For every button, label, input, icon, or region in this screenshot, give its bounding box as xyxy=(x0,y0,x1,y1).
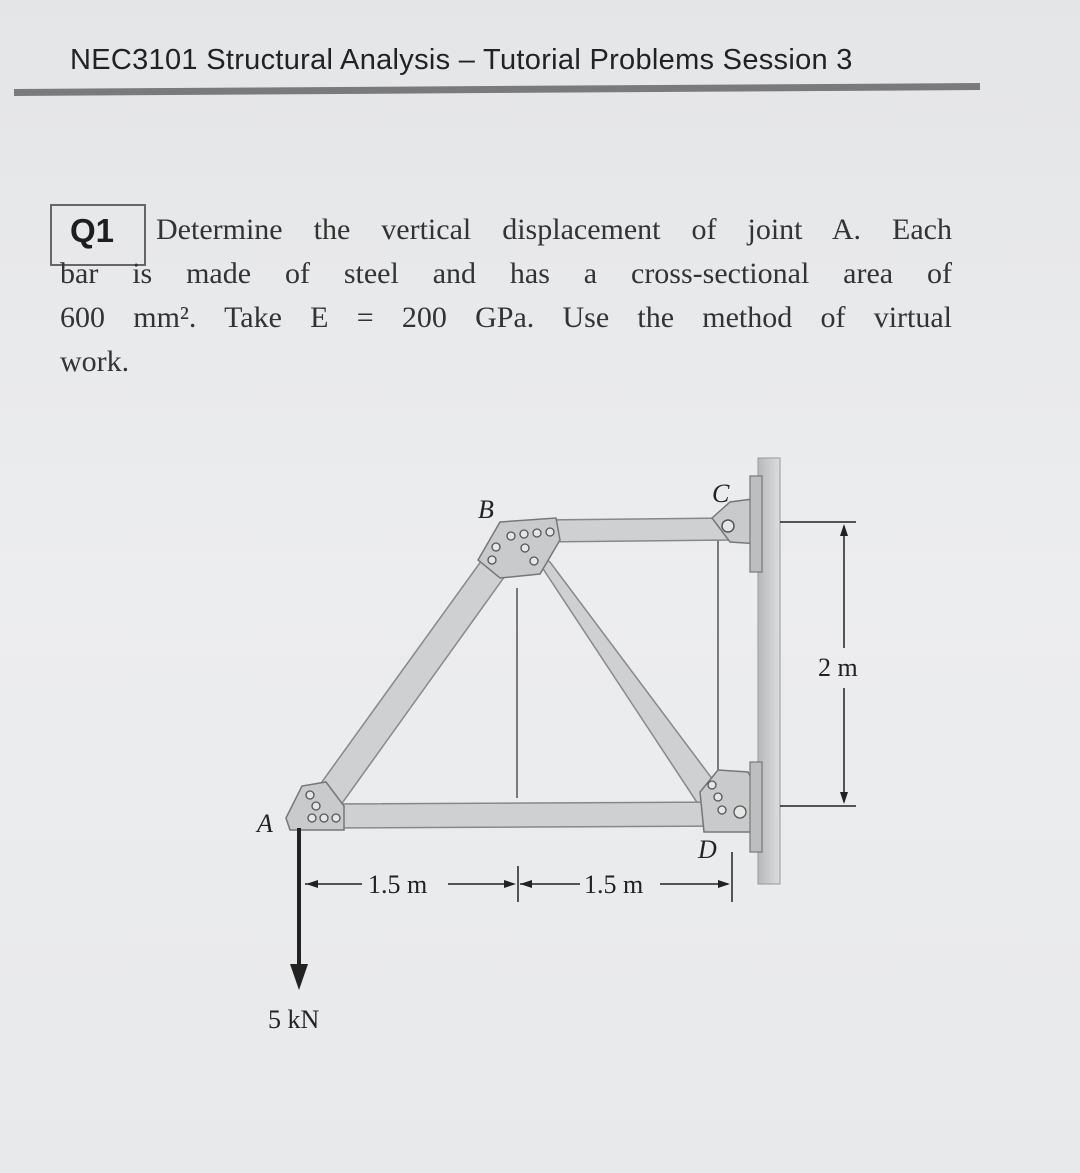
bracket-c xyxy=(750,476,762,572)
page-header-title: NEC3101 Structural Analysis – Tutorial Problems Session 3 xyxy=(70,44,853,76)
question-line-2: bar is made of steel and has a cross-sectional area of xyxy=(60,257,952,290)
span-right-label: 1.5 m xyxy=(584,870,644,899)
load-arrow-head xyxy=(290,964,308,990)
load-label: 5 kN xyxy=(268,1005,320,1034)
member-bc xyxy=(540,518,730,542)
joint-label-c: C xyxy=(712,479,730,508)
pin-c xyxy=(722,520,734,532)
bracket-d xyxy=(750,762,762,852)
member-bd xyxy=(528,546,728,816)
joint-label-d: D xyxy=(698,835,717,864)
span-left-label: 1.5 m xyxy=(368,870,428,899)
member-ad xyxy=(330,802,728,828)
member-ab xyxy=(306,546,515,820)
question-number: Q1 xyxy=(70,212,115,249)
question-line-1: Determine the vertical displacement of joint A. Each xyxy=(156,213,952,246)
height-label: 2 m xyxy=(818,653,858,682)
joint-label-a: A xyxy=(257,809,273,838)
joint-label-b: B xyxy=(478,495,494,524)
question-line-3: 600 mm². Take E = 200 GPa. Use the method of virtual xyxy=(60,301,952,334)
question-line-4: work. xyxy=(60,345,130,378)
